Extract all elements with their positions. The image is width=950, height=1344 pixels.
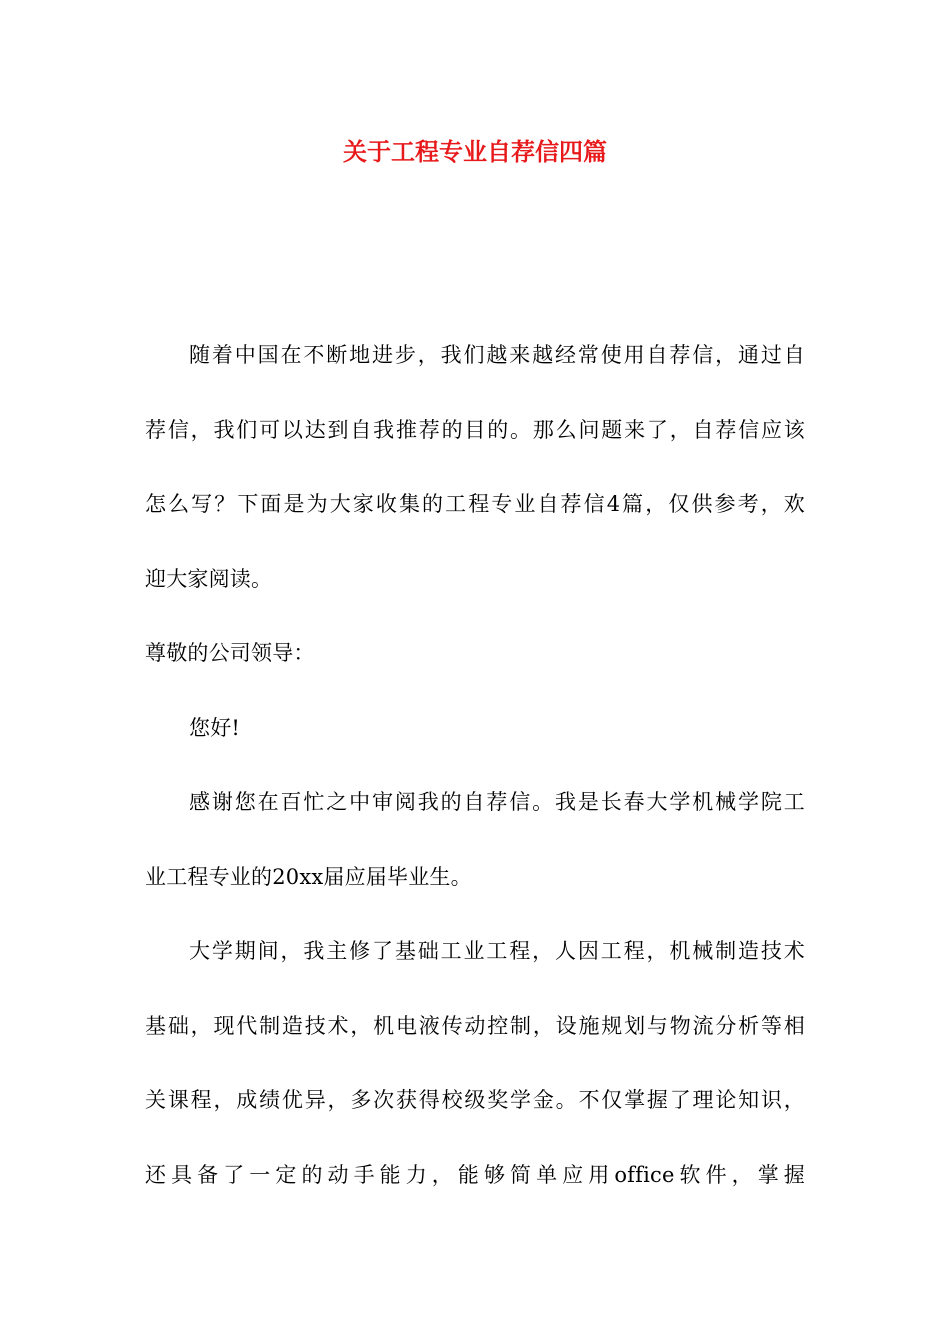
document-body [145, 318, 805, 1212]
intro-line: 怎么写？下面是为大家收集的工程专业自荐信4篇，仅供参考，欢 [145, 492, 805, 516]
paragraph-line: 关课程，成绩优异，多次获得校级奖学金。不仅掌握了理论知识， [145, 1088, 805, 1112]
body-paragraph-1 [145, 765, 805, 914]
intro-line: 荐信，我们可以达到自我推荐的目的。那么问题来了，自荐信应该 [145, 417, 805, 442]
paragraph-line: 业工程专业的20xx届应届毕业生。 [145, 864, 472, 889]
greeting-paragraph [145, 691, 805, 766]
salutation: 尊敬的公司领导： [145, 641, 315, 665]
intro-paragraph [145, 318, 805, 616]
intro-line: 随着中国在不断地进步，我们越来越经常使用自荐信，通过自 [189, 343, 805, 367]
salutation-paragraph [145, 616, 805, 691]
body-paragraph-2 [145, 914, 805, 1212]
paragraph-line: 大学期间，我主修了基础工业工程，人因工程，机械制造技术 [189, 939, 805, 963]
greeting: 您好! [189, 715, 241, 740]
paragraph-line: 还具备了一定的动手能力，能够简单应用office软件，掌握 [145, 1162, 805, 1187]
paragraph-line: 基础，现代制造技术，机电液传动控制，设施规划与物流分析等相 [145, 1013, 805, 1038]
paragraph-line: 感谢您在百忙之中审阅我的自荐信。我是长春大学机械学院工 [189, 790, 805, 814]
document-title: 关于工程专业自荐信四篇 [343, 138, 607, 166]
intro-line: 迎大家阅读。 [145, 566, 273, 591]
